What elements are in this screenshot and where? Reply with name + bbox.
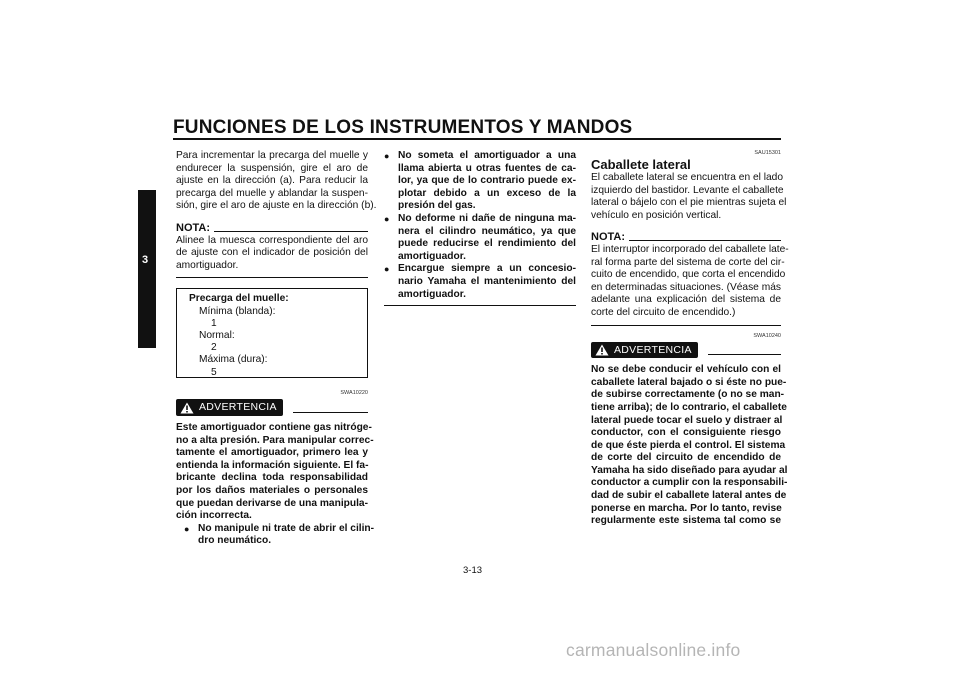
intro-paragraph xyxy=(591,172,787,222)
text-line: bricante declina toda responsabilidad xyxy=(176,472,368,484)
text-line: llama abierta u otras fuentes de ca- xyxy=(398,162,576,174)
text-line: conductor, con el consiguiente riesgo xyxy=(591,427,781,439)
text-line: de ajuste con el indicador de posición del xyxy=(176,247,368,259)
warning-triangle-icon xyxy=(595,344,609,356)
text-line: No someta el amortiguador a una xyxy=(398,150,576,161)
warning-bullet xyxy=(176,522,375,548)
text-line: puede reducirse el rendimiento del xyxy=(398,238,576,250)
warning-triangle-icon xyxy=(180,402,194,414)
text-line: amortiguador. xyxy=(398,288,466,300)
text-line: ponerse en marcha. Por lo tanto, revise xyxy=(591,502,782,514)
text-line: dad de subir el caballete lateral antes de xyxy=(591,490,787,502)
warning-bullet xyxy=(384,150,576,213)
max-value: 5 xyxy=(211,366,217,378)
text-line: tamente el amortiguador, primero lea y xyxy=(176,447,368,459)
warning-bullet xyxy=(384,263,576,301)
max-label: Máxima (dura): xyxy=(199,354,268,366)
text-line: ral forma parte del sistema de corte del cir- xyxy=(591,256,785,268)
text-line: regularmente este sistema tal como se xyxy=(591,515,781,527)
nota-rule xyxy=(214,231,368,232)
spring-preload-box xyxy=(176,288,368,378)
warning-paragraph xyxy=(176,421,374,523)
nota-paragraph xyxy=(176,235,368,273)
warning-rule xyxy=(708,354,781,355)
bullet-icon: ● xyxy=(184,523,190,534)
warning-paragraph xyxy=(591,364,788,528)
text-line: El caballete lateral se encuentra en el lado xyxy=(591,172,783,183)
nota-paragraph xyxy=(591,243,789,320)
warning-badge xyxy=(591,342,698,359)
text-line: No deforme ni dañe de ninguna ma- xyxy=(398,212,576,224)
bullet-icon: ● xyxy=(384,213,390,224)
text-line: Encargue siempre a un concesio- xyxy=(398,263,576,275)
warning-label: ADVERTENCIA xyxy=(614,343,692,356)
min-value: 1 xyxy=(211,317,217,329)
warning-rule xyxy=(293,412,368,413)
warning-label: ADVERTENCIA xyxy=(199,401,277,414)
text-line: izquierdo del bastidor. Levante el caballete xyxy=(591,184,784,196)
warning-code: SWA10240 xyxy=(753,332,781,339)
text-line: de subirse correctamente (o no se man- xyxy=(591,389,785,401)
text-line: vehículo en posición vertical. xyxy=(591,209,722,221)
text-line: lateral puede tocar el suelo y distraer al xyxy=(591,414,783,426)
text-line: que puedan derivarse de una manipula- xyxy=(176,497,368,509)
text-line: conductor a cumplir con la responsabili- xyxy=(591,477,788,489)
warning-code: SWA10220 xyxy=(340,390,368,397)
nota-end-rule xyxy=(591,325,781,326)
text-line: endurecer la suspensión, gire el aro de xyxy=(176,162,368,174)
text-line: No se debe conducir el vehículo con el xyxy=(591,364,781,376)
text-line: El interruptor incorporado del caballete late- xyxy=(591,243,789,255)
text-line: presión del gas. xyxy=(398,200,476,212)
text-line: precarga del muelle y ablandar la suspen- xyxy=(176,187,368,199)
text-line: entienda la información siguiente. El fa- xyxy=(176,459,369,471)
text-line: nera el cilindro neumático, ya que xyxy=(398,225,576,237)
text-line: sión, gire el aro de ajuste en la dirección (b). xyxy=(176,200,377,212)
nota-rule xyxy=(629,240,781,241)
text-line: tiene arriba); de lo contrario, el caballete xyxy=(591,401,787,413)
column-left xyxy=(176,150,377,548)
text-line: adelante una explicación del sistema de xyxy=(591,294,781,306)
text-line: nario Yamaha el mantenimiento del xyxy=(398,275,576,287)
text-line: ajuste en la dirección (a). Para reducir la xyxy=(176,175,368,187)
nota-label: NOTA: xyxy=(176,221,211,234)
warning-end-rule xyxy=(384,305,576,306)
warning-bullet xyxy=(384,213,576,263)
normal-label: Normal: xyxy=(199,329,235,341)
text-line: lateral o bájelo con el pie mientras sujeta el xyxy=(591,197,787,209)
nota-heading xyxy=(176,222,368,235)
text-line: por los daños materiales o personales xyxy=(176,484,368,496)
normal-value: 2 xyxy=(211,342,217,354)
text-line: plotar debido a un exceso de la xyxy=(398,187,576,199)
warning-heading xyxy=(176,399,368,416)
section-title: Caballete lateral xyxy=(591,157,691,172)
text-line: dro neumático. xyxy=(198,535,272,547)
warning-heading xyxy=(591,342,781,359)
text-line: corte del circuito de encendido.) xyxy=(591,306,736,318)
nota-heading xyxy=(591,231,781,244)
chapter-number: 3 xyxy=(142,254,149,266)
text-line: Este amortiguador contiene gas nitróge- xyxy=(176,421,372,433)
text-line: no a alta presión. Para manipular correc- xyxy=(176,434,374,446)
text-line: de corte del circuito de encendido de xyxy=(591,452,781,464)
header-rule xyxy=(173,138,781,140)
column-middle xyxy=(384,150,576,306)
min-label: Mínima (blanda): xyxy=(199,305,276,317)
text-line: en determinadas situaciones. (Véase más xyxy=(591,281,781,293)
nota-label: NOTA: xyxy=(591,231,626,244)
bullet-icon: ● xyxy=(384,264,390,275)
text-line: lor, ya que de lo contrario puede ex- xyxy=(398,175,576,187)
page-number: 3-13 xyxy=(463,565,483,576)
box-title: Precarga del muelle: xyxy=(189,293,289,305)
text-line: ción incorrecta. xyxy=(176,510,252,522)
text-line: Para incrementar la precarga del muelle y xyxy=(176,150,368,161)
text-line: amortiguador. xyxy=(398,250,466,262)
text-line: amortiguador. xyxy=(176,259,239,271)
text-line: Yamaha ha sido diseñado para ayudar al xyxy=(591,464,788,476)
text-line: No manipule ni trate de abrir el cilin- xyxy=(198,522,375,534)
bullet-icon: ● xyxy=(384,151,390,161)
text-line: caballete lateral bajado o si éste no pue- xyxy=(591,376,787,388)
chapter-tab xyxy=(138,190,156,348)
page-title: FUNCIONES DE LOS INSTRUMENTOS Y MANDOS xyxy=(173,117,633,138)
watermark: carmanualsonline.info xyxy=(566,640,741,660)
text-line: de que éste pierda el control. El sistema xyxy=(591,439,786,451)
column-right xyxy=(591,150,789,528)
intro-paragraph xyxy=(176,150,377,213)
section-code: SAU15301 xyxy=(754,150,781,156)
text-line: Alinee la muesca correspondiente del aro xyxy=(176,234,368,246)
warning-badge xyxy=(176,399,283,416)
text-line: cuito de encendido, que corta el encendido xyxy=(591,269,786,281)
nota-end-rule xyxy=(176,277,368,278)
